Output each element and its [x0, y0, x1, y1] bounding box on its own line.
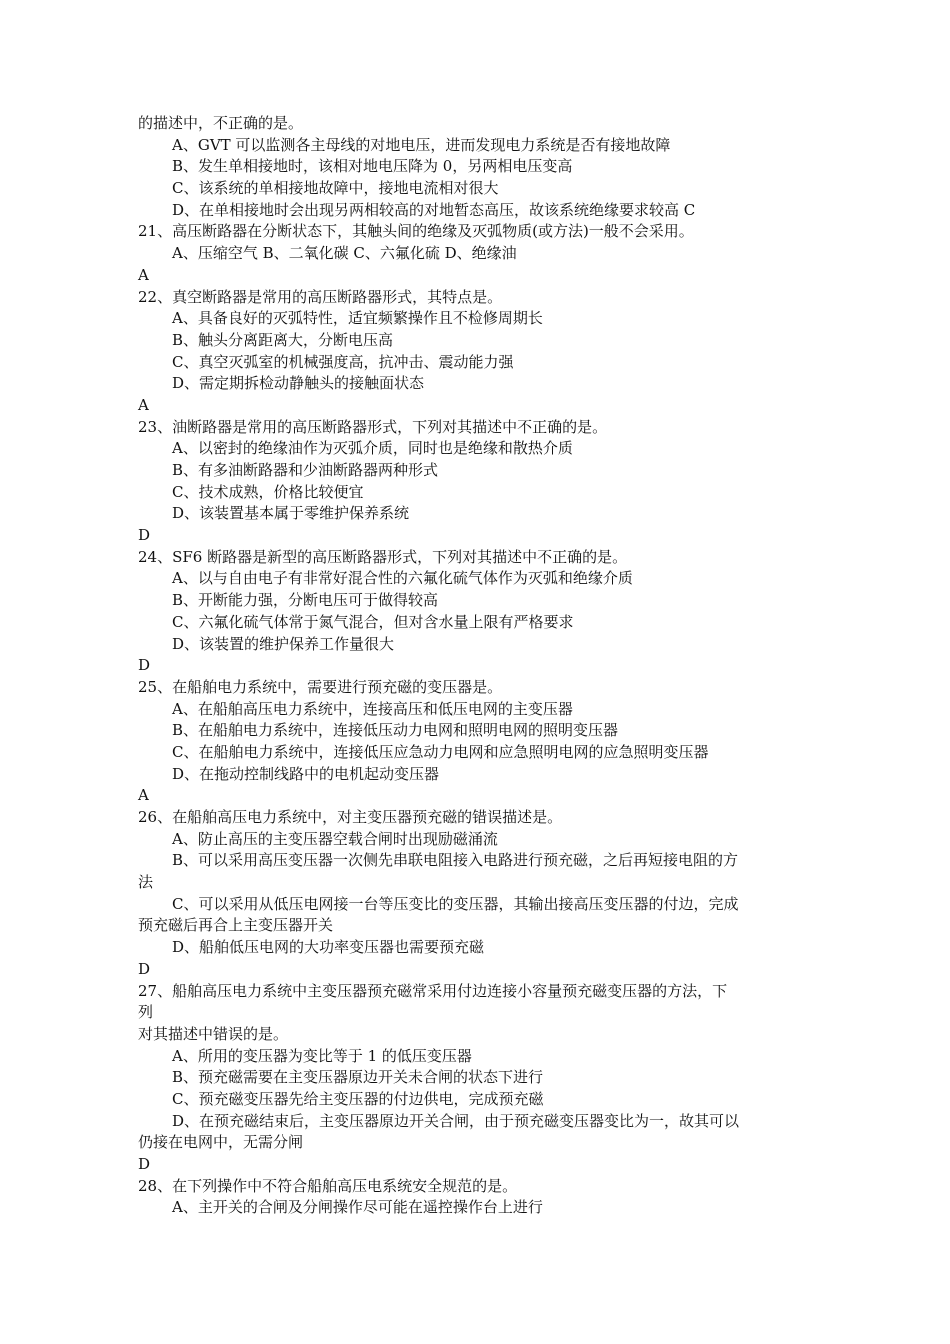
text-line: D: [138, 656, 151, 675]
option-line: D、船舶低压电网的大功率变压器也需要预充磁: [172, 938, 485, 957]
option-line: C、预充磁变压器先给主变压器的付边供电，完成预充磁: [172, 1089, 544, 1108]
text-line: D: [138, 959, 151, 978]
option-line: C、技术成熟，价格比较便宜: [172, 482, 364, 501]
option-line: B、触头分离距离大，分断电压高: [172, 330, 394, 349]
text-line: 对其描述中错误的是。: [138, 1024, 289, 1043]
text-line: A: [138, 395, 149, 414]
text-line: D: [138, 1155, 151, 1173]
option-line: C、可以采用从低压电网接一台等压变比的变压器，其输出接高压变压器的付边，完成: [172, 894, 739, 913]
option-line: D、在预充磁结束后，主变压器原边开关合闸，由于预充磁变压器变比为一，故其可以: [172, 1111, 740, 1130]
text-line: 预充磁后再合上主变压器开关: [138, 916, 334, 935]
option-line: B、在船舶电力系统中，连接低压动力电网和照明电网的照明变压器: [172, 721, 619, 740]
option-line: C、真空灭弧室的机械强度高，抗冲击、震动能力强: [172, 352, 514, 371]
text-line: 法: [138, 873, 154, 892]
option-line: D、在拖动控制线路中的电机起动变压器: [172, 764, 440, 783]
option-line: A、在船舶高压电力系统中，连接高压和低压电网的主变压器: [172, 699, 573, 718]
option-line: C、该系统的单相接地故障中，接地电流相对很大: [172, 179, 499, 198]
text-line: 26、在船舶高压电力系统中，对主变压器预充磁的错误描述是。: [138, 808, 563, 826]
text-line: 27、船舶高压电力系统中主变压器预充磁常采用付边连接小容量预充磁变压器的方法，下: [138, 981, 728, 1000]
option-line: A、GVT 可以监测各主母线的对地电压，进而发现电力系统是否有接地故障: [172, 135, 671, 154]
option-line: D、在单相接地时会出现另两相较高的对地暂态高压，故该系统绝缘要求较高 C: [172, 200, 696, 219]
text-line: 23、油断路器是常用的高压断路器形式，下列对其描述中不正确的是。: [138, 417, 608, 436]
text-line: 21、高压断路器在分断状态下，其触头间的绝缘及灭弧物质(或方法)一般不会采用。: [138, 222, 694, 241]
option-line: D、需定期拆检动静触头的接触面状态: [172, 374, 425, 393]
option-line: C、六氟化硫气体常于氮气混合，但对含水量上限有严格要求: [172, 612, 574, 631]
option-line: B、发生单相接地时，该相对地电压降为 0，另两相电压变高: [172, 157, 573, 176]
text-line: 22、真空断路器是常用的高压断路器形式，其特点是。: [138, 287, 503, 306]
text-line: 的描述中，不正确的是。: [138, 114, 304, 132]
option-line: C、在船舶电力系统中，连接低压应急动力电网和应急照明电网的应急照明变压器: [172, 742, 709, 761]
option-line: A、以与自由电子有非常好混合性的六氟化硫气体作为灭弧和绝缘介质: [172, 569, 633, 588]
text-line: A: [138, 265, 149, 284]
text-line: 25、在船舶电力系统中，需要进行预充磁的变压器是。: [138, 677, 503, 696]
option-line: A、所用的变压器为变比等于 1 的低压变压器: [172, 1046, 472, 1065]
text-line: 列: [138, 1003, 154, 1022]
option-line: A、主开关的合闸及分闸操作尽可能在遥控操作台上进行: [172, 1198, 543, 1217]
option-line: A、具备良好的灭弧特性，适宜频繁操作且不检修周期长: [172, 309, 543, 328]
option-line: B、有多油断路器和少油断路器两种形式: [172, 461, 439, 479]
option-line: B、开断能力强，分断电压可于做得较高: [172, 591, 439, 610]
text-line: 仍接在电网中，无需分闸: [138, 1133, 304, 1152]
option-line: B、预充磁需要在主变压器原边开关未合闸的状态下进行: [172, 1068, 544, 1087]
option-line: D、该装置基本属于零维护保养系统: [172, 504, 410, 523]
text-line: 24、SF6 断路器是新型的高压断路器形式，下列对其描述中不正确的是。: [138, 547, 628, 566]
text-line: 28、在下列操作中不符合船舶高压电系统安全规范的是。: [138, 1176, 518, 1195]
option-line: A、防止高压的主变压器空载合闸时出现励磁涌流: [172, 829, 498, 848]
option-line: A、以密封的绝缘油作为灭弧介质，同时也是绝缘和散热介质: [172, 439, 573, 458]
option-line: D、该装置的维护保养工作量很大: [172, 634, 395, 653]
document-body: [138, 113, 818, 1219]
text-line: D: [138, 526, 151, 545]
text-line: A: [138, 786, 149, 805]
option-line: B、可以采用高压变压器一次侧先串联电阻接入电路进行预充磁，之后再短接电阻的方: [172, 851, 739, 870]
option-line: A、压缩空气 B、二氧化碳 C、六氟化硫 D、绝缘油: [172, 244, 517, 263]
